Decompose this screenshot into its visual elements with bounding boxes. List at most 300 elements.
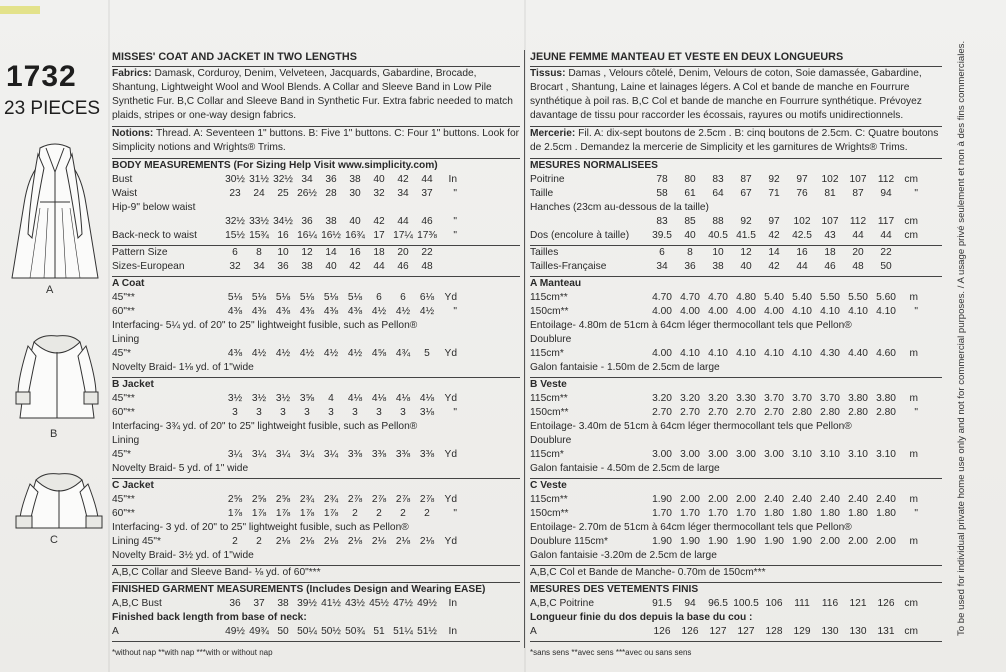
table-cell: 76 (796, 188, 808, 199)
table-cell: 3⅜ (371, 449, 387, 460)
table-cell: 3¼ (299, 449, 315, 460)
notions-section (112, 127, 520, 155)
table-cell: 17⅜ (417, 230, 437, 241)
column-divider (524, 50, 525, 648)
table-cell: 97 (796, 174, 808, 185)
table-row (112, 347, 520, 361)
row-label: 45"** (112, 292, 135, 303)
table-cell (391, 201, 415, 215)
unit-cell (439, 260, 457, 274)
table-cell: 71 (768, 188, 780, 199)
table-cell: 2.00 (876, 536, 896, 547)
table-cell: 2.80 (876, 407, 896, 418)
table-cell: 51 (373, 626, 385, 637)
a-manteau-doublure-label: Doublure (530, 334, 572, 345)
table-cell: 34½ (273, 216, 293, 227)
table-cell: 36 (325, 174, 337, 185)
table-row (530, 305, 942, 319)
table-cell: 4.10 (848, 306, 868, 317)
table-cell: 3½ (227, 393, 243, 404)
table-cell: 5⅛ (347, 292, 363, 303)
table-cell: 4⅜ (227, 306, 243, 317)
table-cell: 34 (253, 261, 265, 272)
table-cell: 3.20 (652, 393, 672, 404)
unit-cell: m (909, 393, 918, 404)
table-cell: 48 (852, 261, 864, 272)
row-label: A (112, 626, 119, 637)
table-cell (816, 201, 844, 215)
table-cell: 5⅛ (299, 292, 315, 303)
table-cell: 2.00 (848, 536, 868, 547)
row-label: Waist (112, 188, 138, 199)
table-row (530, 493, 942, 507)
table-cell: 2⅞ (419, 494, 435, 505)
table-cell: 4.10 (708, 348, 728, 359)
a-manteau-doublure (530, 347, 942, 361)
table-cell: 38 (712, 261, 724, 272)
fold-line (108, 0, 110, 672)
table-cell: 4 (328, 393, 334, 404)
table-cell: 4⅝ (371, 348, 387, 359)
table-cell: 14 (325, 247, 337, 258)
table-cell: 126 (653, 626, 671, 637)
unit-cell: " (914, 306, 918, 317)
table-cell: 32½ (225, 216, 245, 227)
table-row (112, 187, 520, 201)
table-cell: 32 (373, 188, 385, 199)
row-label: Hanches (23cm au-dessous de la taille) (530, 202, 709, 213)
look-text: Look for Simplicity notions and Wrights® Trims. (112, 128, 520, 153)
table-row (530, 448, 942, 462)
table-row (530, 597, 942, 611)
fabrics-label: Fabrics: (112, 68, 152, 79)
table-cell: 1.80 (876, 508, 896, 519)
unit-cell: Yd (444, 536, 457, 547)
table-cell: 4½ (419, 306, 435, 317)
table-cell: 4.00 (652, 348, 672, 359)
table-cell: 6 (376, 292, 382, 303)
table-row (530, 535, 942, 549)
table-cell: 2.00 (680, 494, 700, 505)
table-cell: 4½ (347, 348, 363, 359)
table-cell: 2.70 (736, 407, 756, 418)
table-row (112, 246, 520, 260)
table-row (530, 173, 942, 187)
table-cell: 44 (852, 230, 864, 241)
mercerie-section (530, 127, 942, 155)
row-label: 150cm** (530, 508, 569, 519)
row-label: Poitrine (530, 174, 565, 185)
fabrics-text: Damask, Corduroy, Denim, Velveteen, Jacquards, Gabardine, Brocade, Shantung, Lightweight Wool and Wool Blends. A Collar and Sleeve Band in Low Pile Synthetic Fur. B,C Collar and Sleeve Band in Synthetic Fur. (112, 68, 492, 107)
table-cell: 61 (684, 188, 696, 199)
table-row (530, 392, 942, 406)
table-cell: 46 (397, 261, 409, 272)
table-row (112, 597, 520, 611)
table-cell: 30 (349, 188, 361, 199)
row-label (112, 215, 223, 229)
table-cell: 26½ (297, 188, 317, 199)
table-cell: 2.40 (876, 494, 896, 505)
row-label: A,B,C Bust (112, 598, 162, 609)
table-cell: 2.70 (652, 407, 672, 418)
table-cell: 16 (796, 247, 808, 258)
table-cell: 1⅞ (227, 508, 243, 519)
table-row (112, 448, 520, 462)
c-jacket-interfacing: Interfacing- 3 yd. of 20" to 25" lightweight fusible, such as Pellon® (112, 522, 409, 533)
unit-cell: " (453, 306, 457, 317)
table-cell: 23 (229, 188, 241, 199)
table-cell: 64 (712, 188, 724, 199)
table-cell: 16¼ (297, 230, 317, 241)
table-cell: 4⅛ (371, 393, 387, 404)
table-cell: 1.80 (848, 508, 868, 519)
table-cell: 6 (232, 247, 238, 258)
tissus-text: Damas , Velours côtelé, Denim, Velours de coton, Soie damassée, Gabardine, Brocart , Shantung, Laine et lainages légers. A Col et bande de manche en Fourrure synthétique à poil ras. B,C Col et bande de manche en Fourrure synthétique. Prévoyez davantage de tissu pour raccorder les écossais, rayures ou motifs unidirectionnels. (530, 68, 922, 121)
table-row (112, 201, 520, 215)
table-cell: 6⅛ (419, 292, 435, 303)
table-row (112, 215, 520, 229)
unit-cell: " (453, 188, 457, 199)
table-cell: 51½ (417, 626, 437, 637)
table-cell: 34 (301, 174, 313, 185)
table-row (530, 291, 942, 305)
c-veste-galon: Galon fantaisie -3.20m de 2.5cm de large (530, 550, 717, 561)
table-cell: 40 (349, 216, 361, 227)
row-label: 45"** (112, 494, 135, 505)
table-cell: 5⅛ (251, 292, 267, 303)
table-cell: 81 (824, 188, 836, 199)
table-cell: 3 (280, 407, 286, 418)
table-cell: 6 (400, 292, 406, 303)
table-cell: 4.80 (736, 292, 756, 303)
table-cell: 78 (656, 174, 668, 185)
figure-b-jacket-illustration (12, 330, 102, 422)
row-label: 45"** (112, 393, 135, 404)
table-cell: 2⅛ (323, 536, 339, 547)
table-cell: 2.00 (820, 536, 840, 547)
table-cell: 32½ (273, 174, 293, 185)
table-row (112, 406, 520, 420)
table-cell: 22 (421, 247, 433, 258)
row-label: A (530, 626, 537, 637)
table-cell (319, 201, 343, 215)
tailles-table (530, 246, 942, 274)
table-cell: 106 (765, 598, 783, 609)
figure-a-label: A (46, 284, 54, 296)
table-cell: 112 (849, 216, 867, 227)
table-cell: 129 (793, 626, 811, 637)
table-cell: 4½ (395, 306, 411, 317)
table-cell: 4⅛ (419, 393, 435, 404)
table-cell: 5⅛ (227, 292, 243, 303)
table-cell: 2⅛ (371, 536, 387, 547)
c-jacket-lining (112, 535, 520, 549)
table-cell: 96.5 (708, 598, 728, 609)
table-cell: 46 (421, 216, 433, 227)
table-cell: 10 (712, 247, 724, 258)
table-cell: 36 (229, 598, 241, 609)
table-cell: 4.40 (848, 348, 868, 359)
table-cell: 1.90 (764, 536, 784, 547)
table-cell: 40.5 (708, 230, 728, 241)
table-cell: 2.40 (792, 494, 812, 505)
finished-a-row (112, 625, 520, 639)
c-veste-doublure (530, 535, 942, 549)
unit-cell: Yd (444, 393, 457, 404)
row-label (530, 215, 648, 229)
table-cell: 36 (684, 261, 696, 272)
table-cell: 5⅛ (275, 292, 291, 303)
table-cell (223, 201, 247, 215)
table-cell: 10 (277, 247, 289, 258)
table-cell: 128 (765, 626, 783, 637)
table-cell: 44 (880, 230, 892, 241)
table-cell: 3¼ (323, 449, 339, 460)
table-cell: 44 (421, 174, 433, 185)
table-cell: 4.00 (736, 306, 756, 317)
table-cell: 49½ (225, 626, 245, 637)
table-row (530, 347, 942, 361)
table-row (112, 173, 520, 187)
table-cell: 1.70 (652, 508, 672, 519)
table-cell: 12 (301, 247, 313, 258)
table-cell: 2 (424, 508, 430, 519)
table-cell: 117 (877, 216, 895, 227)
table-cell: 4.00 (680, 306, 700, 317)
b-veste-entoilage: Entoilage- 3.40m de 51cm à 64cm léger thermocollant tels que Pellon® (530, 421, 852, 432)
table-cell: 3 (376, 407, 382, 418)
mesures-table (530, 173, 942, 243)
row-label: Pattern Size (112, 247, 168, 258)
table-row (112, 229, 520, 243)
table-row (112, 493, 520, 507)
fin-a-row (530, 625, 942, 639)
b-jacket-lining (112, 448, 520, 462)
table-cell: 4.70 (680, 292, 700, 303)
table-cell: 5 (424, 348, 430, 359)
collar-yardage: A,B,C Collar and Sleeve Band- ⅛ yd. of 60"*** (112, 567, 321, 578)
table-cell: 2⅞ (395, 494, 411, 505)
b-veste-doublure-label: Doublure (530, 435, 572, 446)
table-cell (704, 201, 732, 215)
table-cell: 44 (373, 261, 385, 272)
mesures-title: MESURES NORMALISEES (530, 160, 658, 171)
table-cell (732, 201, 760, 215)
table-cell: 3.10 (820, 449, 840, 460)
table-cell: 126 (681, 626, 699, 637)
table-cell: 50¾ (345, 626, 365, 637)
notions-label: Notions: (112, 128, 154, 139)
table-cell: 3¼ (251, 449, 267, 460)
table-cell: 3.00 (736, 449, 756, 460)
table-cell: 4.60 (876, 348, 896, 359)
table-cell: 50 (880, 261, 892, 272)
table-cell: 3⅜ (419, 449, 435, 460)
table-cell: 4¾ (395, 348, 411, 359)
table-cell: 30½ (225, 174, 245, 185)
table-cell: 4½ (251, 348, 267, 359)
table-cell: 4.70 (708, 292, 728, 303)
col-metrage: A,B,C Col et Bande de Manche- 0.70m de 150cm*** (530, 567, 766, 578)
figure-b-label: B (50, 428, 58, 440)
table-cell (295, 201, 319, 215)
table-cell (760, 201, 788, 215)
table-cell: 58 (656, 188, 668, 199)
unit-cell: " (914, 407, 918, 418)
table-cell: 4.10 (876, 306, 896, 317)
table-cell: 4⅛ (395, 393, 411, 404)
unit-cell: " (453, 216, 457, 227)
table-cell: 4⅜ (251, 306, 267, 317)
table-row (112, 535, 520, 549)
table-cell: 3.10 (876, 449, 896, 460)
row-label: 45"* (112, 449, 131, 460)
table-cell: 2.40 (764, 494, 784, 505)
table-cell: 4.10 (764, 348, 784, 359)
table-cell: 102 (793, 216, 811, 227)
row-label: Hip-9" below waist (112, 202, 196, 213)
table-cell: 8 (687, 247, 693, 258)
size-table (112, 246, 520, 274)
unit-cell: " (914, 508, 918, 519)
unit-cell: m (909, 449, 918, 460)
table-cell: 6 (659, 247, 665, 258)
tissus-label: Tissus: (530, 68, 566, 79)
table-cell: 38 (349, 174, 361, 185)
table-cell: 3.70 (792, 393, 812, 404)
table-cell: 3⅜ (395, 449, 411, 460)
table-row (530, 246, 942, 260)
table-cell: 5.60 (876, 292, 896, 303)
table-cell: 36 (277, 261, 289, 272)
figure-c-label: C (50, 534, 58, 546)
table-cell: 3.80 (848, 393, 868, 404)
table-cell: 2⅞ (371, 494, 387, 505)
table-cell: 3 (352, 407, 358, 418)
table-cell: 87 (852, 188, 864, 199)
table-cell: 4⅜ (299, 306, 315, 317)
table-cell: 2⅛ (275, 536, 291, 547)
table-cell: 24 (253, 188, 265, 199)
table-cell: 3¼ (227, 449, 243, 460)
table-cell: 3½ (251, 393, 267, 404)
table-cell: 127 (737, 626, 755, 637)
table-cell: 2⅛ (419, 536, 435, 547)
table-cell: 4.10 (820, 306, 840, 317)
table-cell: 40 (684, 230, 696, 241)
row-label: Lining 45"* (112, 536, 161, 547)
nap-footnote: *without nap **with nap ***with or without nap (112, 648, 273, 657)
row-label: 45"* (112, 348, 131, 359)
table-cell: 42 (349, 261, 361, 272)
table-cell: 37 (253, 598, 265, 609)
table-cell: 25 (277, 188, 289, 199)
table-cell: 3.00 (764, 449, 784, 460)
mercerie-text: Fil. A: dix-sept boutons de 2.5cm . B: cinq boutons de 2.5cm. C: Quatre boutons de 2.5cm . Demandez la mercerie de Simplicity et les garnitures de Wrights® Trims. (530, 128, 939, 153)
c-veste-entoilage: Entoilage- 2.70m de 51cm à 64cm léger thermocollant tels que Pellon® (530, 522, 852, 533)
sens-footnote: *sans sens **avec sens ***avec ou sans sens (530, 648, 692, 657)
table-row (530, 260, 942, 274)
table-cell (648, 201, 676, 215)
table-row (530, 215, 942, 229)
table-row (530, 229, 942, 243)
row-label: 60"** (112, 407, 135, 418)
table-cell: 2¾ (323, 494, 339, 505)
table-cell: 51¼ (393, 626, 413, 637)
table-cell: 4.00 (708, 306, 728, 317)
unit-cell (900, 201, 918, 215)
table-cell: 2.70 (680, 407, 700, 418)
table-cell: 3¼ (275, 449, 291, 460)
table-cell: 41½ (321, 598, 341, 609)
table-cell: 1.90 (708, 536, 728, 547)
table-cell: 2.80 (848, 407, 868, 418)
table-cell: 107 (821, 216, 839, 227)
a-coat-lining-label: Lining (112, 334, 140, 345)
table-cell: 3.10 (848, 449, 868, 460)
table-row (112, 305, 520, 319)
table-cell: 15½ (225, 230, 245, 241)
table-cell: 1.70 (680, 508, 700, 519)
table-cell: 34 (656, 261, 668, 272)
row-label: 115cm** (530, 494, 568, 505)
table-cell: 2.40 (820, 494, 840, 505)
table-cell: 2⅝ (275, 494, 291, 505)
table-cell: 83 (656, 216, 668, 227)
table-cell: 40 (325, 261, 337, 272)
c-jacket-yardage (112, 493, 520, 521)
row-label: Dos (encolure à taille) (530, 230, 630, 241)
table-cell: 1.90 (736, 536, 756, 547)
table-cell: 116 (821, 598, 839, 609)
table-cell: 2⅛ (347, 536, 363, 547)
table-cell: 32 (229, 261, 241, 272)
table-cell: 1.70 (708, 508, 728, 519)
table-cell: 126 (877, 598, 895, 609)
table-cell: 4⅜ (323, 306, 339, 317)
table-cell: 3.70 (764, 393, 784, 404)
b-jacket-braid: Novelty Braid- 5 yd. of 1" wide (112, 463, 249, 474)
a-manteau-entoilage: Entoilage- 4.80m de 51cm à 64cm léger thermocollant tels que Pellon® (530, 320, 852, 331)
table-cell: 1.90 (680, 536, 700, 547)
c-jacket-braid: Novelty Braid- 3½ yd. of 1"wide (112, 550, 254, 561)
b-jacket-lining-label: Lining (112, 435, 140, 446)
table-cell: 3.00 (708, 449, 728, 460)
table-cell: 2.70 (708, 407, 728, 418)
table-cell: 2⅝ (251, 494, 267, 505)
table-cell (367, 201, 391, 215)
table-cell: 4.00 (652, 306, 672, 317)
unit-cell: cm (904, 598, 918, 609)
unit-cell: cm (904, 626, 918, 637)
table-cell: 3.80 (876, 393, 896, 404)
table-row (530, 187, 942, 201)
table-cell: 102 (821, 174, 839, 185)
table-cell: 2⅛ (395, 536, 411, 547)
a-coat-yardage (112, 291, 520, 319)
row-label: A,B,C Poitrine (530, 598, 594, 609)
table-cell: 49½ (417, 598, 437, 609)
c-jacket-title: C Jacket (112, 480, 154, 491)
table-cell (415, 201, 439, 215)
b-jacket-yardage (112, 392, 520, 420)
table-row (112, 291, 520, 305)
english-title: MISSES' COAT AND JACKET IN TWO LENGTHS (112, 51, 357, 63)
table-cell: 5.50 (848, 292, 868, 303)
notions-text: Thread. A: Seventeen 1" buttons. B: Five 1" buttons. C: Four 1" buttons. (155, 128, 480, 139)
a-coat-title: A Coat (112, 278, 145, 289)
unit-cell: m (909, 494, 918, 505)
